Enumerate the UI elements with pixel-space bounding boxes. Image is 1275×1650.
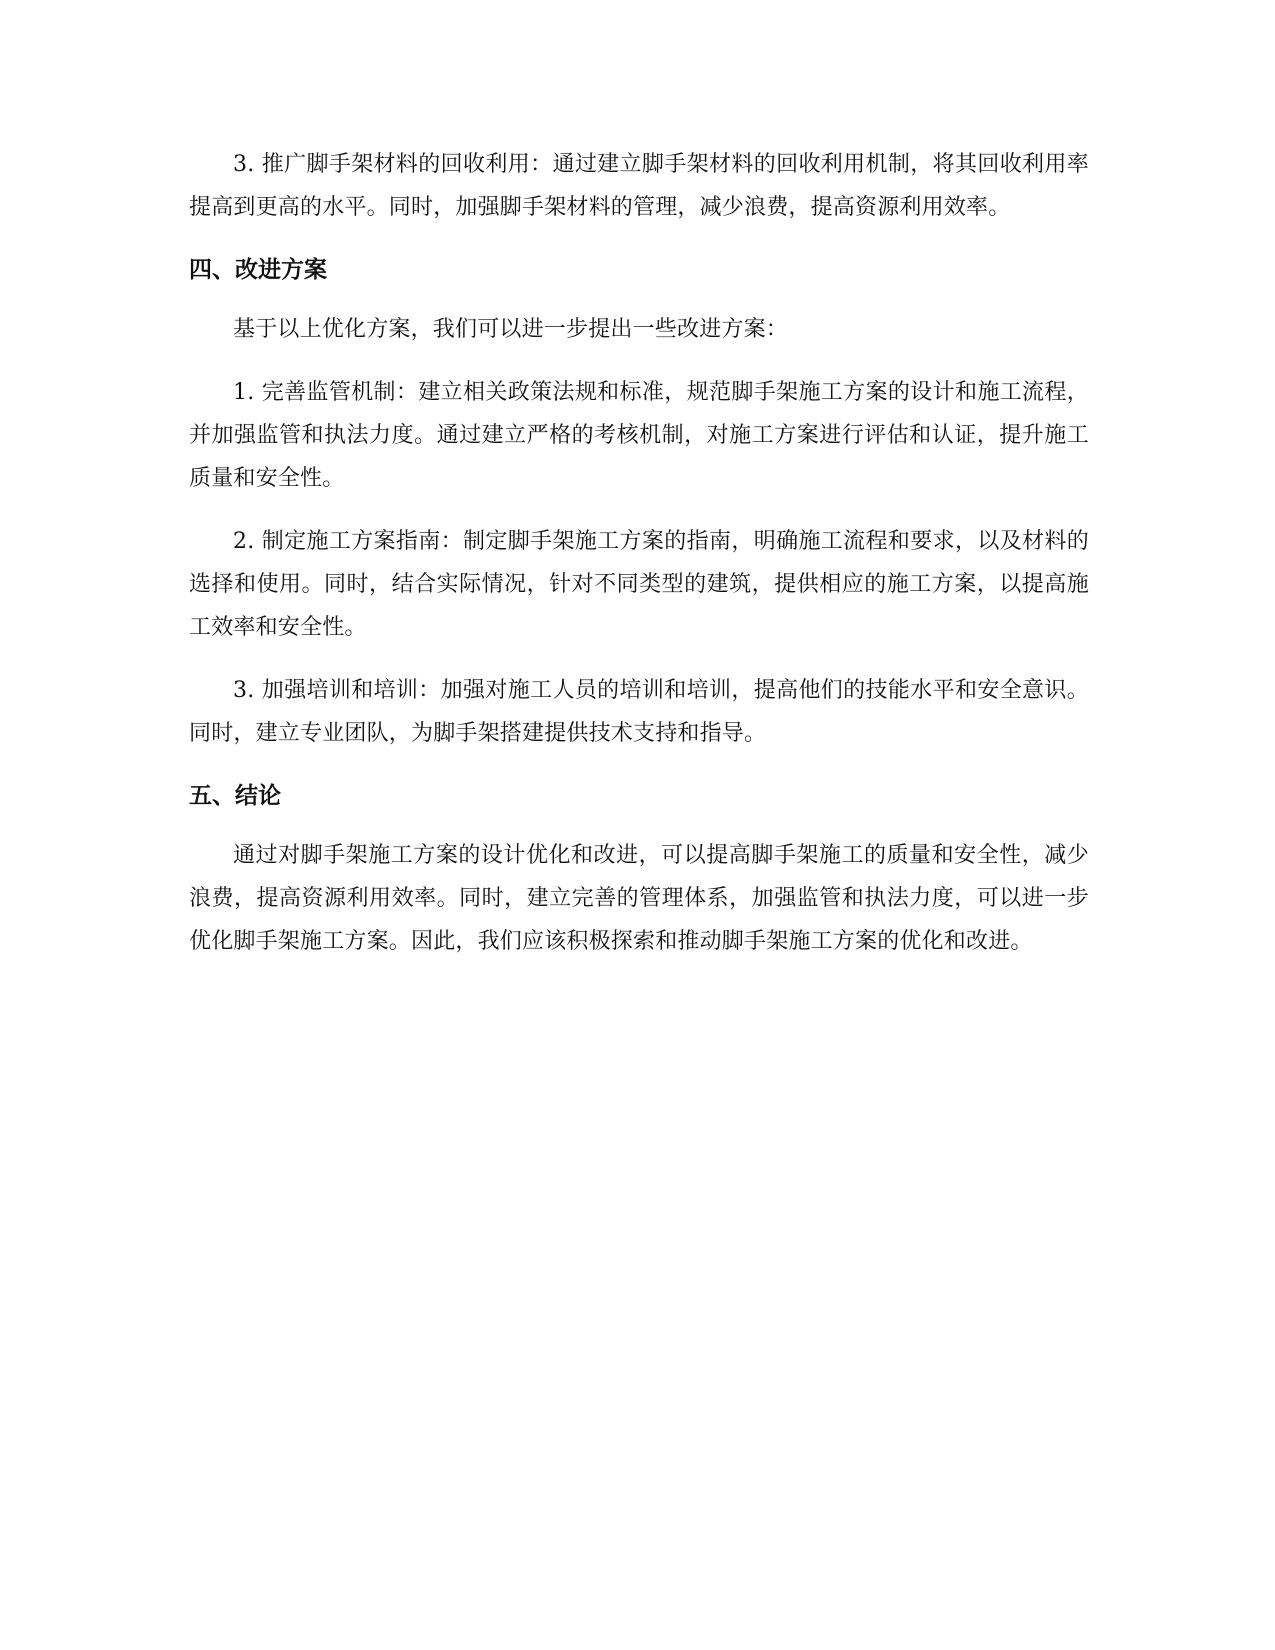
paragraph-conclusion: 通过对脚手架施工方案的设计优化和改进，可以提高脚手架施工的质量和安全性，减少浪费，提高资源利用效率。同时，建立完善的管理体系，加强监管和执法力度，可以进一步优化脚手架施工方案。因此，我们应该积极探索和推动脚手架施工方案的优化和改进。 [189,843,1089,954]
paragraph-guidelines: 2. 制定施工方案指南：制定脚手架施工方案的指南，明确施工流程和要求，以及材料的选择和使用。同时，结合实际情况，针对不同类型的建筑，提供相应的施工方案，以提高施工效率和安全性。 [189,529,1089,640]
heading-conclusion: 五、结论 [189,783,281,809]
paragraph-recycling: 3. 推广脚手架材料的回收利用：通过建立脚手架材料的回收利用机制，将其回收利用率提高到更高的水平。同时，加强脚手架材料的管理，减少浪费，提高资源利用效率。 [189,152,1089,220]
document-body [189,143,1089,963]
heading-improvement-plan: 四、改进方案 [189,257,327,283]
paragraph-supervision: 1. 完善监管机制：建立相关政策法规和标准，规范脚手架施工方案的设计和施工流程，并加强监管和执法力度。通过建立严格的考核机制，对施工方案进行评估和认证，提升施工质量和安全性。 [189,380,1089,491]
paragraph-training: 3. 加强培训和培训：加强对施工人员的培训和培训，提高他们的技能水平和安全意识。同时，建立专业团队，为脚手架搭建提供技术支持和指导。 [189,678,1089,746]
paragraph-improvement-intro: 基于以上优化方案，我们可以进一步提出一些改进方案： [233,317,789,342]
